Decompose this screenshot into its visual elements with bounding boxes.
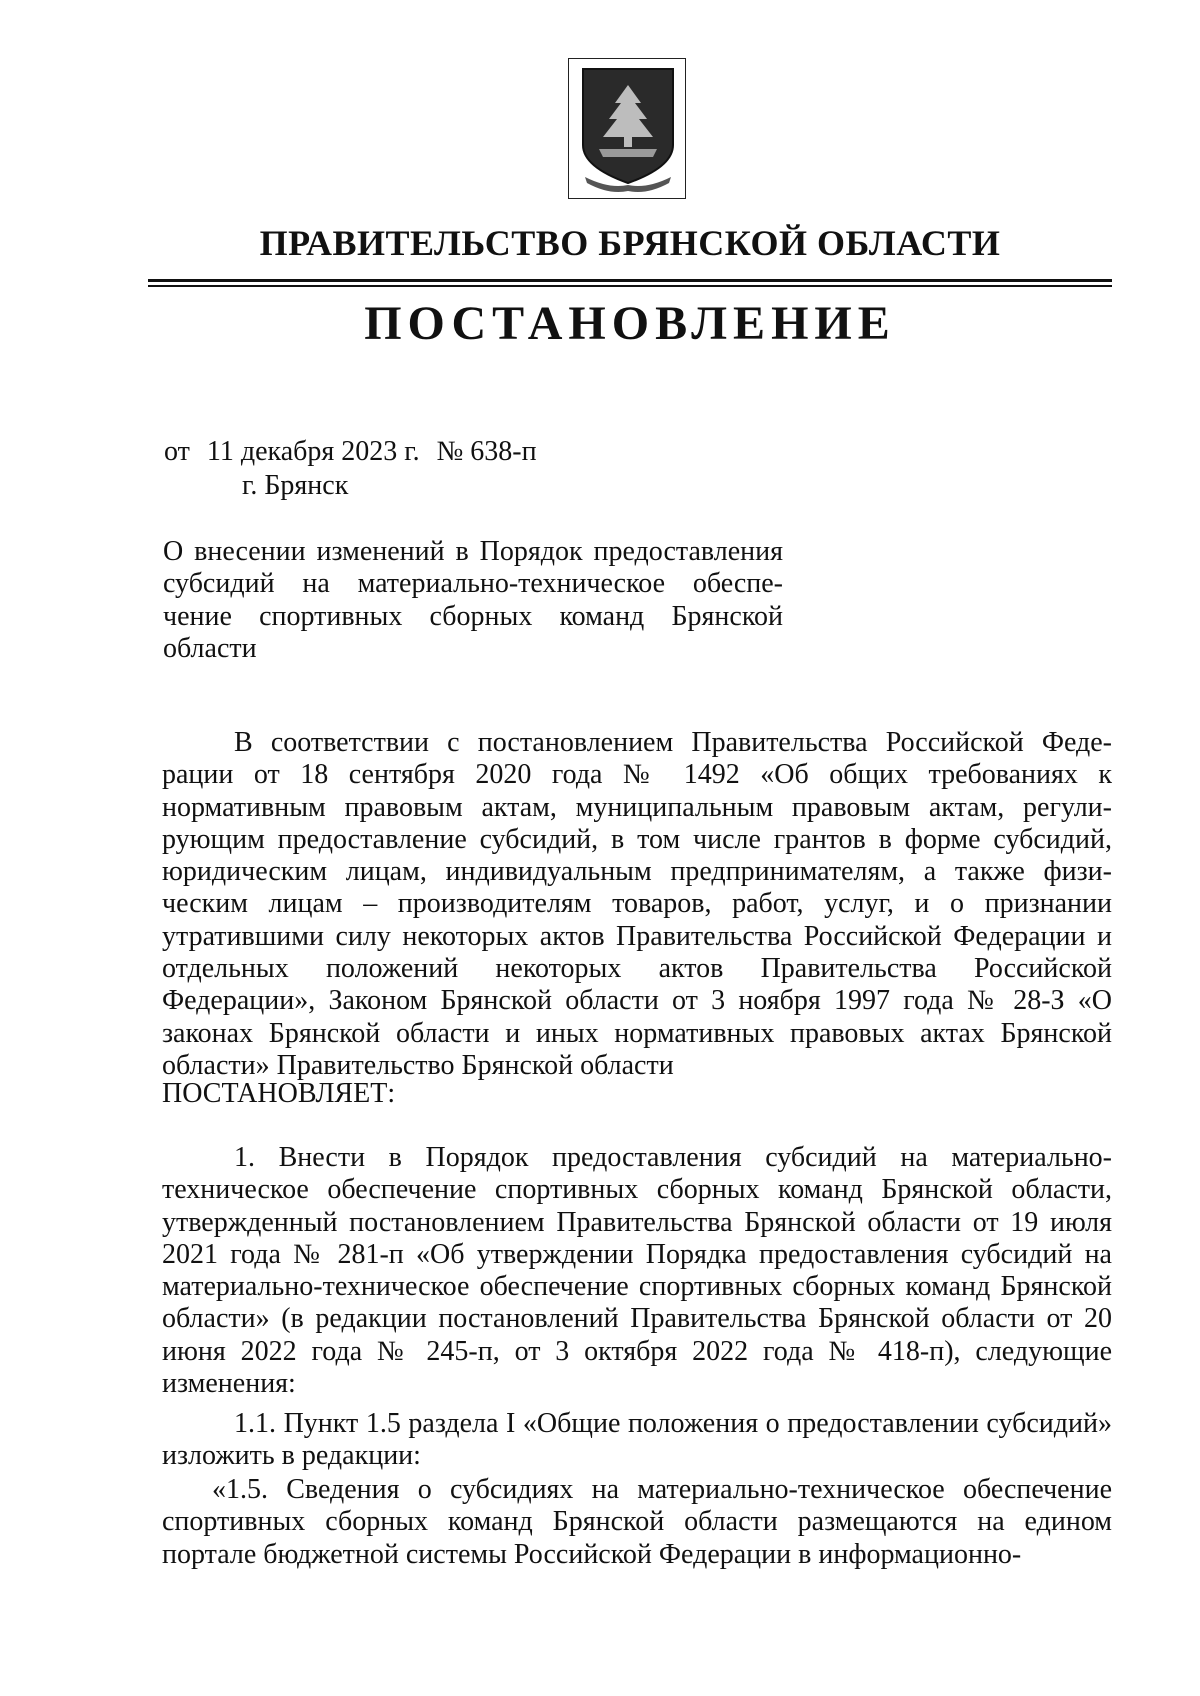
paragraph-1: 1. Внести в Порядок предоставления субсидий на материально-техническое обеспечение спортивных сборных команд Брянской области, утвержденный постановлением Правительства Брянской области от 19 июля 2021 года № 281-п «Об утверждении Порядка предоставления субсидий на материально-техническое обеспечение спортивных сборных команд Брянской области» (в редакции постановлений Правительства Брянской области от 20 июня 2022 года № 245-п, от 3 октября 2022 года № 418-п), следующие изменения: [162, 1142, 1112, 1400]
government-title: ПРАВИТЕЛЬСТВО БРЯНСКОЙ ОБЛАСТИ [259, 223, 1001, 263]
document-number: № 638-п [436, 436, 537, 467]
header-rule-thin [148, 285, 1112, 287]
paragraph-1-1: 1.1. Пункт 1.5 раздела I «Общие положения о предоставлении субсидий» изложить в редакции: [162, 1408, 1112, 1472]
document-date: 11 декабря 2023 г. [206, 436, 420, 467]
document-city: г. Брянск [242, 470, 349, 501]
preamble-paragraph: В соответствии с постановлением Правительства Российской Феде-рации от 18 сентября 2020 года № 1492 «Об общих требованиях к нормативным правовым актам, муниципальным правовым актам, регули-рующим предоставление субсидий, в том числе грантов в форме субсидий, юридическим лицам, индивидуальным предпринимателям, а также физи-ческим лицам – производителям товаров, работ, услуг, и о признании утратившими силу некоторых актов Правительства Российской Федерации и отдельных положений некоторых актов Правительства Российской Федерации», Законом Брянской области от 3 ноября 1997 года № 28-З «О законах Брянской области и иных нормативных правовых актах Брянской области» Правительство Брянской области [162, 727, 1112, 1081]
date-number-line [164, 436, 547, 468]
decree-word: ПОСТАНОВЛЯЕТ: [162, 1078, 396, 1109]
coat-of-arms-icon [568, 58, 686, 199]
date-prefix: от [164, 436, 190, 467]
header-rule-thick [148, 279, 1112, 282]
document-subject: О внесении изменений в Порядок предоставления субсидий на материально-техническое обеспе-чение спортивных сборных команд Брянской области [163, 536, 783, 664]
document-type: ПОСТАНОВЛЕНИЕ [364, 297, 896, 350]
paragraph-1-5: «1.5. Сведения о субсидиях на материально-техническое обеспечение спортивных сборных команд Брянской области размещаются на едином портале бюджетной системы Российской Федерации в информационно- [162, 1474, 1112, 1570]
